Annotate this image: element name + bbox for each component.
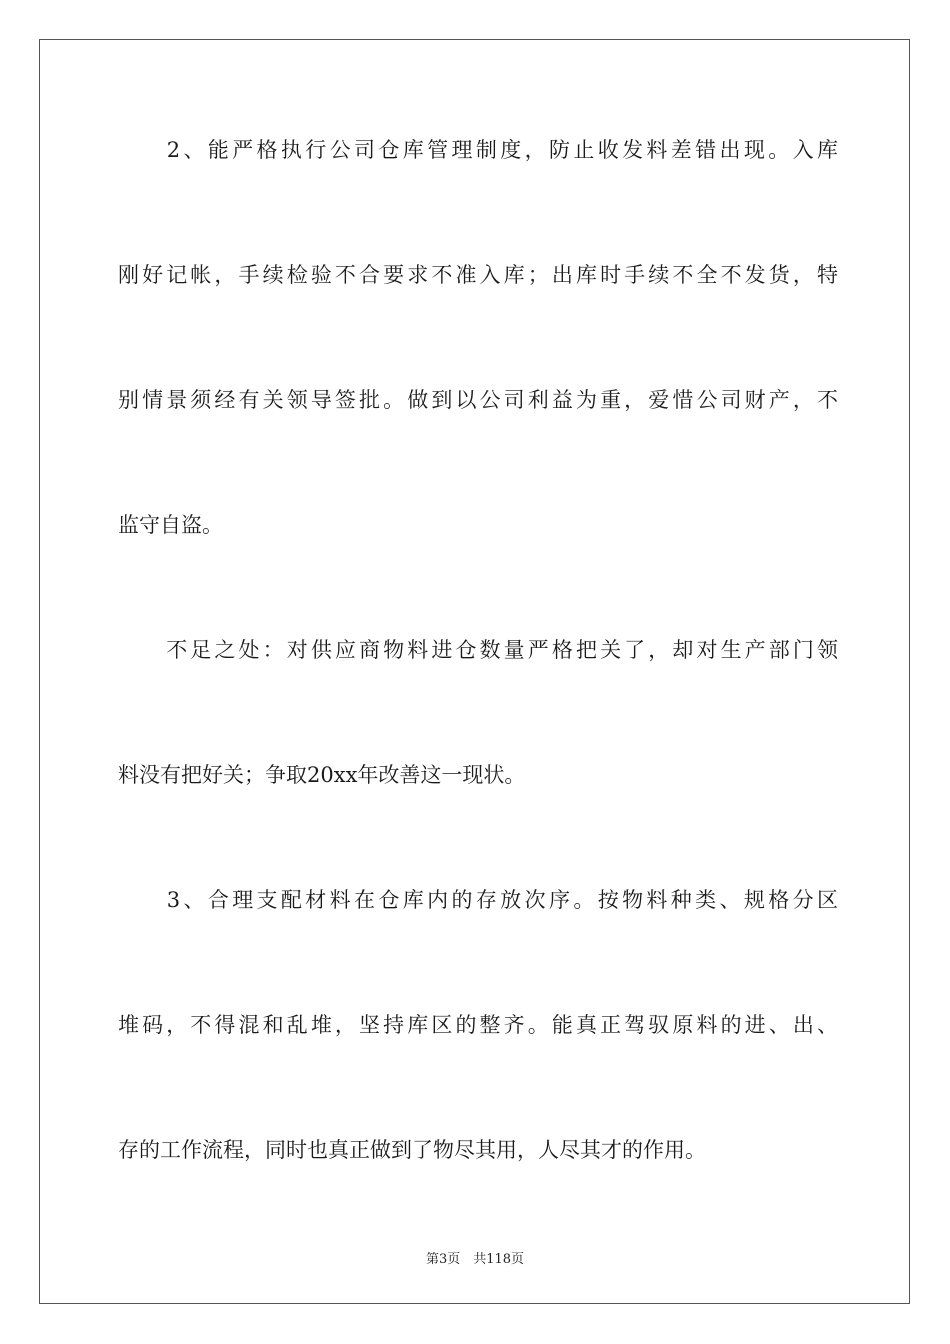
- paragraph-line: 别情景须经有关领导签批。做到以公司利益为重，爱惜公司财产，不: [118, 388, 838, 412]
- paragraph-line: 3、合理支配材料在仓库内的存放次序。按物料种类、规格分区: [118, 888, 838, 912]
- page-border: [39, 39, 910, 1304]
- paragraph-line: 监守自盗。: [118, 513, 223, 537]
- paragraph-line: 存的工作流程，同时也真正做到了物尽其用，人尽其才的作用。: [118, 1138, 706, 1162]
- page-number-footer: 第3页 共118页: [425, 1252, 525, 1267]
- paragraph-line: 料没有把好关；争取20xx年改善这一现状。: [118, 763, 526, 787]
- paragraph-line: 2、能严格执行公司仓库管理制度，防止收发料差错出现。入库: [118, 138, 838, 162]
- paragraph-line: 堆码，不得混和乱堆，坚持库区的整齐。能真正驾驭原料的进、出、: [118, 1013, 838, 1037]
- paragraph-line: 刚好记帐，手续检验不合要求不准入库；出库时手续不全不发货，特: [118, 263, 838, 287]
- paragraph-line: 不足之处：对供应商物料进仓数量严格把关了，却对生产部门领: [118, 638, 838, 662]
